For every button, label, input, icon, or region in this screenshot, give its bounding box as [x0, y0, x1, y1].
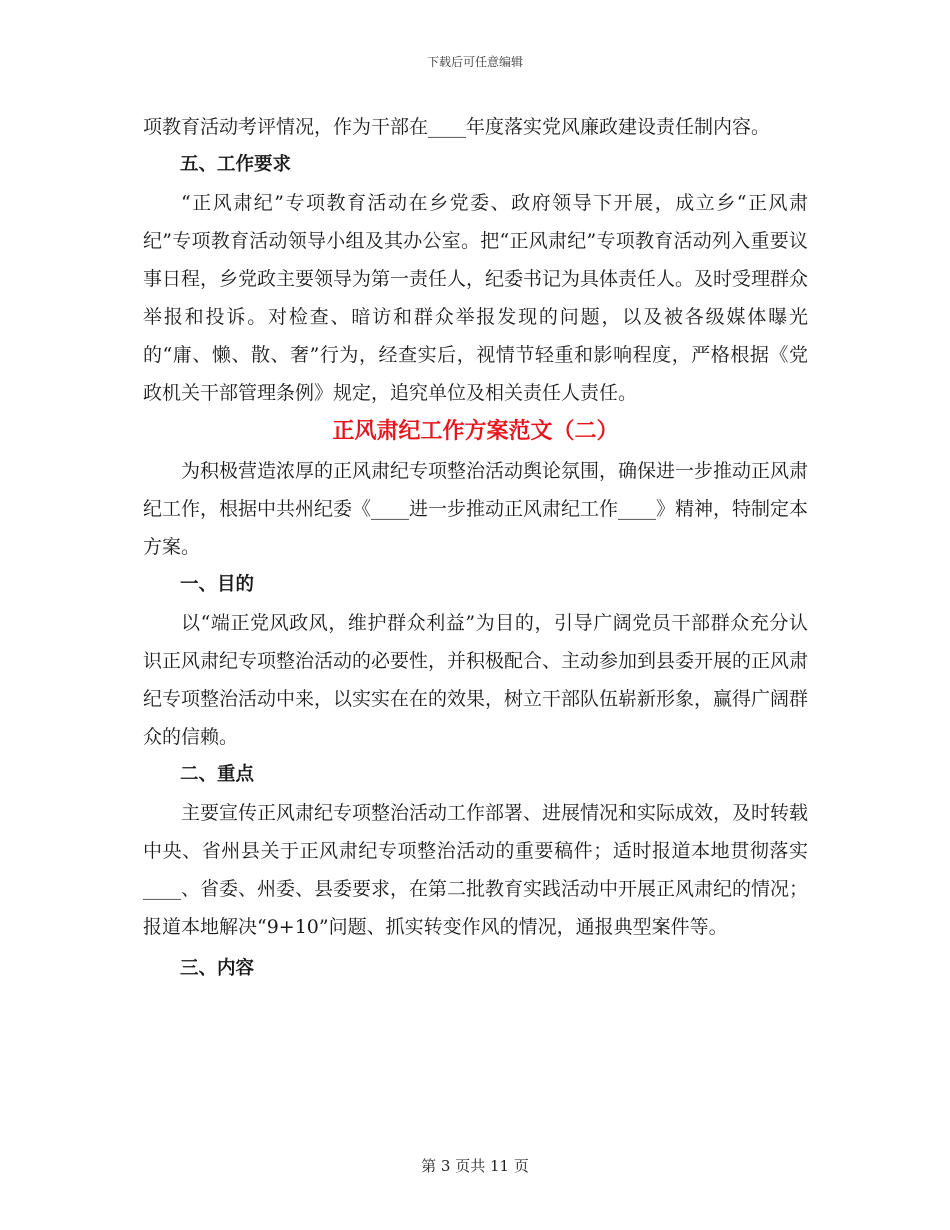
section-heading-focus: 二、重点 — [180, 764, 255, 785]
page-footer: 第 3 页共 11 页 — [421, 1157, 529, 1175]
paragraph-intro: 为积极营造浓厚的正风肃纪专项整治活动舆论氛围，确保进一步推动正风肃纪工作，根据中共州纪委《____进一步推动正风肃纪工作____》精神，特制定本方案。 — [143, 460, 809, 558]
document-body — [143, 108, 808, 988]
paragraph-focus: 主要宣传正风肃纪专项整治活动工作部署、进展情况和实际成效，及时转载中央、省州县关于正风肃纪专项整治活动的重要稿件；适时报道本地贯彻落实____、省委、州委、县委要求，在第二批教育实践活动中开展正风肃纪的情况；报道本地解决“9+10”问题、抓实转变作风的情况，通报典型案件等。 — [143, 802, 809, 938]
paragraph-work-requirements: “正风肃纪”专项教育活动在乡党委、政府领导下开展，成立乡“正风肃纪”专项教育活动领导小组及其办公室。把“正风肃纪”专项教育活动列入重要议事日程，乡党政主要领导为第一责任人，纪委书记为具体责任人。及时受理群众举报和投诉。对检查、暗访和群众举报发现的问题，以及被各级媒体曝光的“庸、懒、散、奢”行为，经查实后，视情节轻重和影响程度，严格根据《党政机关干部管理条例》规定，追究单位及相关责任人责任。 — [143, 192, 809, 404]
paragraph-continued: 项教育活动考评情况，作为干部在____年度落实党风廉政建设责任制内容。 — [143, 116, 771, 138]
section-heading-purpose: 一、目的 — [180, 574, 255, 595]
section-heading-content: 三、内容 — [180, 958, 255, 979]
document-title: 正风肃纪工作方案范文（二） — [332, 419, 619, 444]
page-header: 下载后可任意编辑 — [426, 55, 523, 69]
section-heading-work-requirements: 五、工作要求 — [180, 154, 292, 175]
paragraph-purpose: 以“端正党风政风，维护群众利益”为目的，引导广阔党员干部群众充分认识正风肃纪专项整治活动的必要性，并积极配合、主动参加到县委开展的正风肃纪专项整治活动中来，以实实在在的效果，树立干部队伍崭新形象，赢得广阔群众的信赖。 — [143, 612, 809, 748]
